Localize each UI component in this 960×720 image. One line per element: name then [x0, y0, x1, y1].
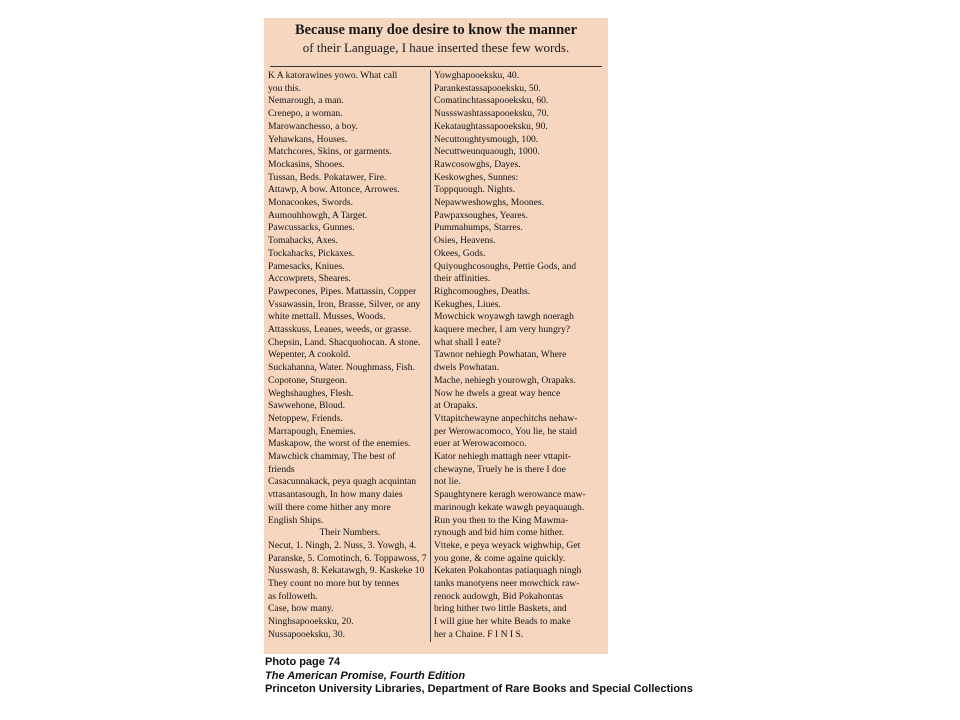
word-entry-line: Case, how many.: [268, 603, 334, 615]
word-entry-line: Marrapough, Enemies.: [268, 425, 356, 437]
word-entry-line: Nusswash, 8. Kekatawgh, 9. Kaskeke 10: [268, 565, 425, 577]
word-entry-line: Vttapitchewayne anpechitchs nehaw-: [434, 412, 578, 424]
word-entry-line: Weghshaughes, Flesh.: [268, 387, 354, 399]
word-entry-line: their affinities.: [434, 273, 491, 285]
word-entry-line: euer at Werowacomoco.: [434, 438, 527, 450]
word-entry-line: her a Chaine. F I N I S.: [434, 628, 524, 640]
word-entry-line: vttasantasough, In how many daies: [268, 489, 403, 501]
word-entry-line: Now he dwels a great way hence: [434, 387, 561, 399]
page-heading-line-2: of their Language, I haue inserted these few words.: [302, 40, 570, 55]
book-page: [264, 18, 608, 654]
page-heading-line-1: Because many doe desire to know the manner: [294, 22, 578, 38]
word-entry-line: Nussswashtassapooeksku, 70.: [434, 108, 549, 120]
word-entry-line: Paranske, 5. Comotinch, 6. Toppawoss, 7: [268, 552, 427, 564]
word-entry-line: chewayne, Truely he is there I doe: [434, 463, 566, 475]
word-entry-line: Necut, 1. Ningh, 2. Nuss, 3. Yowgh, 4.: [268, 539, 417, 551]
word-entry-line: you gone, & come againe quickly.: [434, 552, 566, 564]
word-entry-line: Vssawassin, Iron, Brasse, Silver, or any: [268, 298, 421, 310]
word-entry-line: per Werowacomoco, You lie, he staid: [434, 425, 577, 437]
word-entry-line: Comatinchtassapooeksku, 60.: [434, 95, 549, 107]
word-entry-line: not lie.: [434, 476, 461, 488]
word-entry-line: Ninghsapooeksku, 20.: [268, 616, 354, 628]
word-entry-line: Attasskuss, Leaues, weeds, or grasse.: [268, 324, 412, 335]
photo-caption: [265, 656, 693, 697]
word-entry-line: I will giue her white Beads to make: [434, 616, 571, 628]
word-entry-line: Keskowghes, Sunnes:: [434, 171, 519, 183]
word-entry-line: Suckahanna, Water. Noughmass, Fish.: [268, 362, 415, 374]
word-entry-line: Chepsin, Land. Shacquohocan. A stone.: [268, 336, 421, 348]
word-entry-line: kaquere mecher, I am very hungry?: [434, 324, 570, 335]
word-entry-line: Monacookes, Swords.: [268, 197, 354, 208]
word-entry-line: friends: [268, 463, 295, 475]
word-entry-line: Parankestassapooeksku, 50.: [434, 82, 541, 94]
heading-rule: [270, 66, 602, 67]
word-entry-line: Netoppew, Friends.: [268, 412, 343, 424]
word-entry-line: Righcomoughes, Deaths.: [434, 285, 531, 297]
word-entry-line: Pamesacks, Kniues.: [268, 260, 345, 272]
word-entry-line: Mawchick chammay, The best of: [268, 451, 396, 462]
word-entry-line: Kekataughtassapooeksku, 90.: [434, 120, 548, 132]
word-entry-line: Mockasins, Shooes.: [268, 158, 345, 170]
word-entry-line: Copotone, Sturgeon.: [268, 374, 347, 386]
word-entry-line: Matchcores, Skins, or garments.: [268, 146, 392, 158]
word-entry-line: Pummahumps, Starres.: [434, 222, 523, 234]
word-entry-line: Kekaten Pokahontas patiaquagh ningh: [434, 565, 582, 577]
word-entry-line: Marowanchesso, a boy.: [268, 120, 358, 132]
word-entry-line: K A katorawines yowo. What call: [268, 70, 398, 81]
word-entry-line: Nepawweshowghs, Moones.: [434, 197, 545, 208]
word-entry-line: white mettall. Musses, Woods.: [268, 311, 386, 323]
column-divider: [430, 70, 431, 642]
word-entry-line: Casacunnakack, peya quagh acquintan: [268, 476, 417, 488]
word-entry-line: tanks manotyens neer mowchick raw-: [434, 578, 580, 589]
word-entry-line: Osies, Heavens.: [434, 235, 496, 247]
word-entry-line: marinough kekate wawgh peyaquaugh.: [434, 501, 585, 513]
caption-source: Princeton University Libraries, Department of Rare Books and Special Collections: [265, 683, 693, 695]
word-entry-line: Their Numbers.: [319, 527, 381, 539]
word-entry-line: Crenepo, a woman.: [268, 108, 343, 120]
word-entry-line: bring hither two little Baskets, and: [434, 603, 567, 615]
word-entry-line: English Ships.: [268, 514, 324, 526]
word-entry-line: as followeth.: [268, 590, 318, 602]
word-entry-line: Run you then to the King Mawma-: [434, 514, 569, 526]
word-entry-line: Sawwehone, Bloud.: [268, 400, 346, 412]
word-entry-line: Pawpecones, Pipes. Mattassin, Copper: [268, 285, 417, 297]
word-entry-line: Mache, nehiegh yourowgh, Orapaks.: [434, 374, 576, 386]
word-entry-line: what shall I eate?: [434, 336, 501, 348]
word-entry-line: Maskapow, the worst of the enemies.: [268, 438, 411, 450]
word-entry-line: Nemarough, a man.: [268, 95, 344, 107]
caption-page-ref: Photo page 74: [265, 656, 341, 668]
word-entry-line: Necuttweunquaough, 1000.: [434, 146, 540, 158]
word-entry-line: Aumouhhowgh, A Target.: [268, 209, 368, 221]
word-entry-line: Yowghapooeksku, 40.: [434, 70, 520, 81]
word-entry-line: Tawnor nehiegh Powhatan, Where: [434, 349, 567, 361]
word-entry-line: Okees, Gods.: [434, 247, 486, 259]
word-entry-line: Wepenter, A cookold.: [268, 349, 351, 361]
word-entry-line: Yehawkans, Houses.: [268, 133, 348, 145]
word-entry-line: Attawp, A bow. Attonce, Arrowes.: [268, 184, 400, 196]
word-entry-line: Pawpaxsoughes, Yeares.: [434, 209, 528, 221]
word-entry-line: Vtteke, e peya weyack wighwhip, Get: [434, 539, 581, 551]
caption-book-title: The American Promise, Fourth Edition: [265, 669, 466, 682]
word-entry-line: They count no more but by tennes: [268, 578, 400, 589]
word-entry-line: Tomahacks, Axes.: [268, 235, 338, 247]
word-entry-line: Kekughes, Liues.: [434, 298, 501, 310]
word-entry-line: Kator nehiegh mattagh neer vttapit-: [434, 451, 571, 462]
word-entry-line: rynough and bid him come hither.: [434, 527, 565, 539]
word-entry-line: will there come hither any more: [268, 501, 391, 513]
word-entry-line: dwels Powhatan.: [434, 362, 500, 374]
word-entry-line: Nussapooeksku, 30.: [268, 628, 346, 640]
word-entry-line: Accowprets, Sheares.: [268, 273, 351, 285]
word-entry-line: at Orapaks.: [434, 400, 478, 412]
word-entry-line: Rawcosowghs, Dayes.: [434, 158, 521, 170]
word-entry-line: Quiyoughcosoughs, Pettie Gods, and: [434, 260, 577, 272]
word-entry-line: Toppquough. Nights.: [434, 184, 516, 196]
word-entry-line: Tockahacks, Pickaxes.: [268, 247, 355, 259]
word-entry-line: Necuttoughtysmough, 100.: [434, 133, 539, 145]
word-entry-line: Mowchick woyawgh tawgh noeragh: [434, 311, 574, 323]
word-entry-line: renock audowgh, Bid Pokahontas: [434, 590, 563, 602]
word-entry-line: Tussan, Beds. Pokatawer, Fire.: [268, 171, 387, 183]
word-entry-line: you this.: [268, 82, 302, 94]
word-entry-line: Pawcussacks, Gunnes.: [268, 222, 355, 234]
word-entry-line: Spaughtynere keragh werowance maw-: [434, 489, 586, 501]
